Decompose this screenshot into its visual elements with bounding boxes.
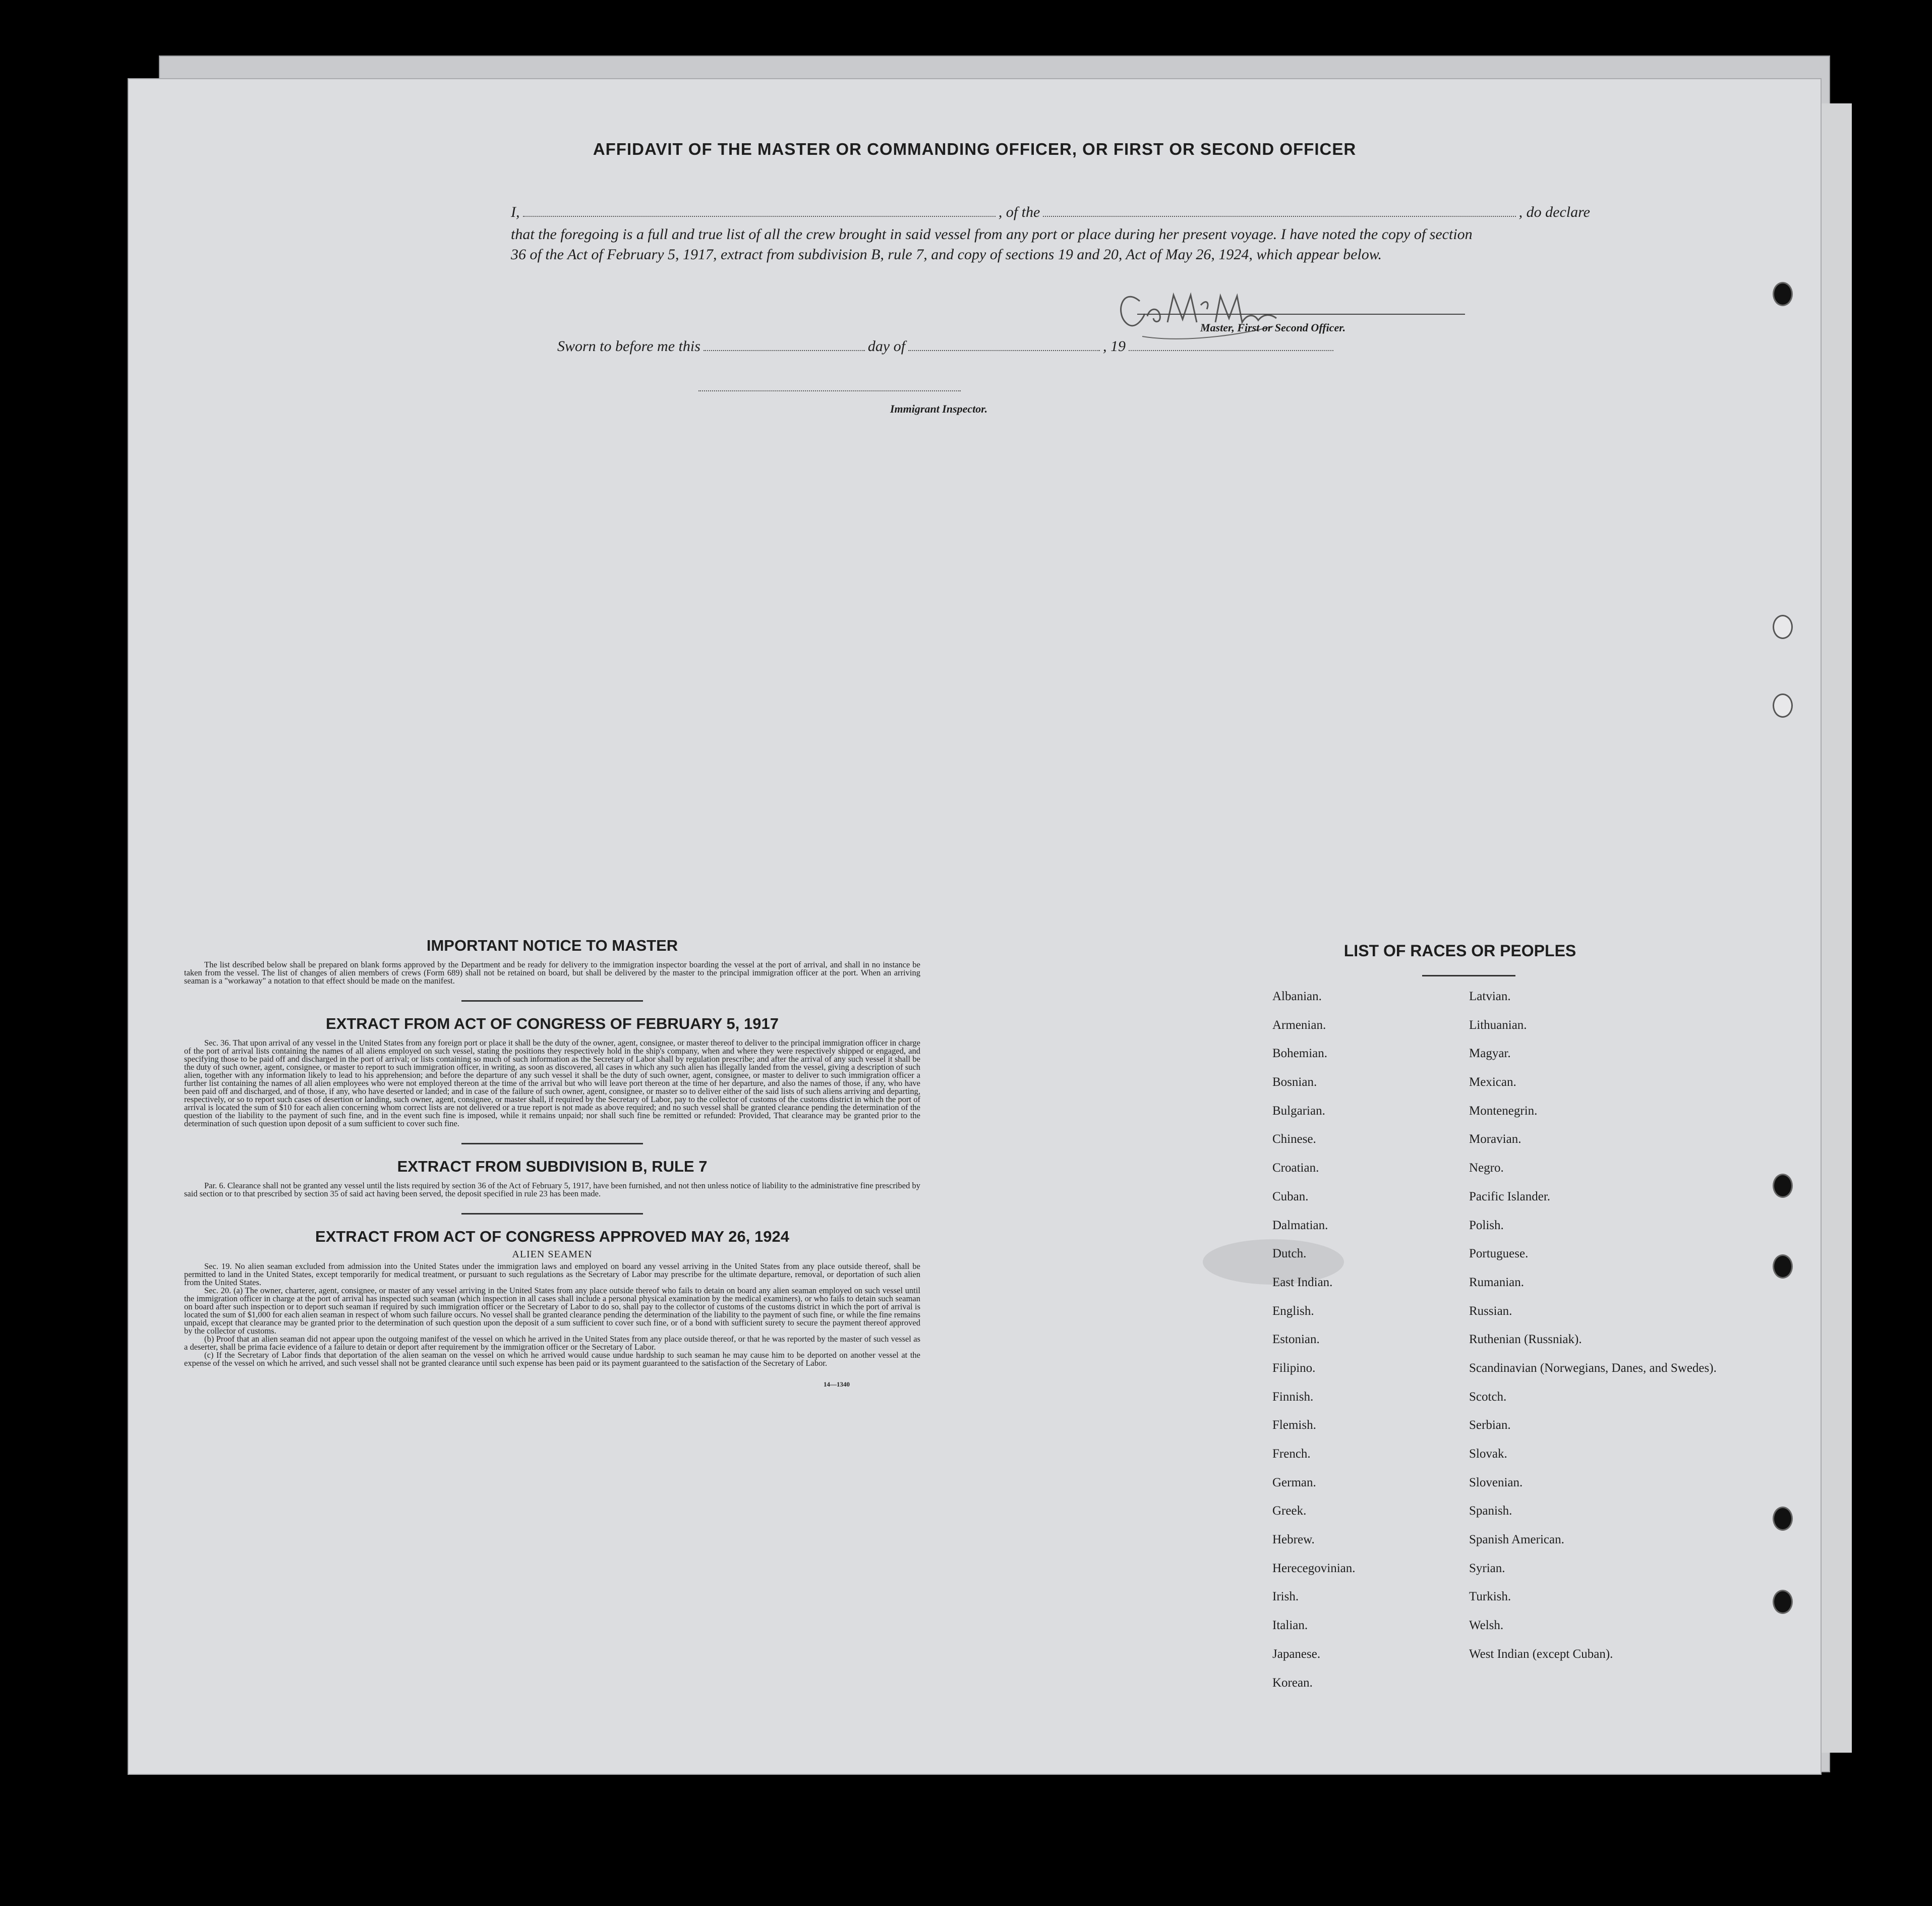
race-item: West Indian (except Cuban). xyxy=(1469,1647,1613,1661)
extract-1924-sec20c: (c) If the Secretary of Labor finds that deportation of the alien seaman on the vessel on which he arrived would cause undue hardship to such seaman he may cause him to be deported on another vessel at the expense of the vessel on which he arrived, and such vessel shall not be granted clearance until such expense has been paid or its payment guaranteed to the satisfaction of the Secretary of Labor. xyxy=(184,1350,920,1368)
extract-1917-title: EXTRACT FROM ACT OF CONGRESS OF FEBRUARY 5, 1917 xyxy=(326,1015,779,1032)
races-divider xyxy=(1422,975,1515,976)
race-item: Dutch. xyxy=(1272,1247,1307,1261)
sworn-line xyxy=(557,338,1336,355)
extract-1917-text: Sec. 36. That upon arrival of any vessel in the United States from any foreign port or place it shall be the duty of the owner, agent, consignee, or master thereof to deliver to the principal immigration officer in charge of the port of arrival lists containing the names of all aliens employed on such vessel, stating the positions they respectively hold in the ship's company, when and where they were respectively shipped or engaged, and specifying those to be paid off and discharged in the port of arrival; or lists containing so much of such information as the Secretary of Labor shall by regulation prescribe; and after the arrival of any such vessel it shall be the duty of such owner, agent, consignee, or master to report to such immigration officer, in writing, as soon as discovered, all cases in which any such alien has illegally landed from the vessel, giving a description of such alien, together with any information likely to lead to his apprehension; and before the departure of any such vessel it shall be the duty of such owner, agent, consignee, or master to deliver to such immigration officer a further list containing the names of all alien employees who were not employed thereon at the time of the arrival but who will leave port thereon at the time of her departure, and also the names of those, if any, who have been paid off and discharged, and of those, if any, who have deserted or landed; and in case of the failure of such owner, agent, consignee, or master so to deliver either of the said lists of such aliens arriving and departing, respectively, or so to report such cases of desertion or landing, such owner, agent, consignee, or master shall, if required by the Secretary of Labor, pay to the collector of customs of the customs district in which the port of arrival is located the sum of $10 for each alien concerning whom correct lists are not delivered or a true report is not made as above required; and no such vessel shall be granted clearance pending the determination of the question of the liability to the payment of such fine, and in the event such fine is imposed, while it remains unpaid; nor shall such fine be remitted or refunded: Provided, That clearance may be granted prior to the determination of such question upon deposit of a sum sufficient to cover such fine. xyxy=(184,1038,920,1128)
extract-rule7-title: EXTRACT FROM SUBDIVISION B, RULE 7 xyxy=(397,1158,708,1175)
race-item: Albanian. xyxy=(1272,990,1322,1003)
handwritten-signature xyxy=(1112,266,1278,346)
race-item: Spanish. xyxy=(1469,1504,1512,1518)
race-item: Hebrew. xyxy=(1272,1533,1315,1547)
race-item: Slovenian. xyxy=(1469,1475,1523,1489)
sworn-month-blank xyxy=(908,338,1100,351)
notice-text: The list described below shall be prepared on blank forms approved by the Department and be ready for delivery to the immigration inspector boarding the vessel at the port of arrival, and shall in no instance be taken from the vessel. The list of changes of alien members of crews (Form 689) shall not be retained on board, but shall be delivered by the master to the principal immigration officer at the port. When an arriving seaman is a "workaway" a notation to that effect should be made on the manifest. xyxy=(184,960,920,986)
race-item: Montenegrin. xyxy=(1469,1104,1538,1118)
punch-hole-icon xyxy=(1773,1254,1793,1279)
race-item: Filipino. xyxy=(1272,1361,1316,1375)
race-item: Serbian. xyxy=(1469,1418,1511,1432)
race-item: Turkish. xyxy=(1469,1590,1511,1604)
affidavit-title: AFFIDAVIT OF THE MASTER OR COMMANDING OFFICER, OR FIRST OR SECOND OFFICER xyxy=(593,140,1357,158)
race-item: English. xyxy=(1272,1304,1314,1318)
race-item: Chinese. xyxy=(1272,1132,1316,1146)
signature-rule xyxy=(1137,314,1465,315)
extract-1924-sec19: Sec. 19. No alien seaman excluded from admission into the United States under the immigration laws and employed on board any vessel arriving in the United States from any place outside thereof, shall be permitted to land in the United States, except temporarily for medical treatment, or pursuant to such regulations as the Secretary of Labor may prescribe for the ultimate departure, removal, or deportation of such alien from the United States. xyxy=(184,1261,920,1287)
punch-hole-icon xyxy=(1773,282,1793,306)
races-list xyxy=(1272,989,1726,1704)
section-divider xyxy=(461,1143,643,1144)
section-divider xyxy=(461,1213,643,1215)
form-number: 14—1340 xyxy=(824,1380,850,1388)
affidavit-page xyxy=(129,79,1821,1774)
race-item: Scotch. xyxy=(1469,1390,1507,1404)
vessel-blank xyxy=(1043,204,1515,217)
signature-role-label: Master, First or Second Officer. xyxy=(1200,321,1346,334)
races-title: LIST OF RACES OR PEOPLES xyxy=(1343,942,1576,960)
race-item: Flemish. xyxy=(1272,1418,1316,1432)
extract-1924-sec20b: (b) Proof that an alien seaman did not appear upon the outgoing manifest of the vessel on which he arrived in the United States from any place outside thereof, or that he was reported by the master of such vessel as a deserter, shall be prima facie evidence of a failure to detain or deport after requirement by the immigration officer or the Secretary of Labor. xyxy=(184,1334,920,1352)
extract-rule7-text: Par. 6. Clearance shall not be granted any vessel until the lists required by section 36 of the Act of February 5, 1917, have been furnished, and not then unless notice of liability to the administrative fine prescribed by said section or to that prescribed by section 35 of said act having been served, the deposit specified in rule 23 has been made. xyxy=(184,1181,921,1198)
race-item: Bulgarian. xyxy=(1272,1104,1325,1118)
race-item: East Indian. xyxy=(1272,1275,1333,1289)
race-item: Greek. xyxy=(1272,1504,1307,1518)
race-item: Herecegovinian. xyxy=(1272,1561,1356,1575)
race-item: Scandinavian (Norwegians, Danes, and Swedes). xyxy=(1469,1361,1717,1375)
race-item: Korean. xyxy=(1272,1676,1313,1690)
race-item: Mexican. xyxy=(1469,1075,1516,1089)
race-item: Italian. xyxy=(1272,1619,1308,1633)
race-item: Finnish. xyxy=(1272,1390,1314,1404)
race-item: Latvian. xyxy=(1469,990,1511,1003)
inspector-label: Immigrant Inspector. xyxy=(890,402,988,415)
race-item: Slovak. xyxy=(1469,1447,1507,1461)
race-item: Welsh. xyxy=(1469,1619,1504,1633)
race-item: Negro. xyxy=(1469,1161,1504,1175)
race-item: Portuguese. xyxy=(1469,1247,1529,1261)
race-item: Polish. xyxy=(1469,1218,1504,1232)
race-item: Ruthenian (Russniak). xyxy=(1469,1333,1582,1347)
name-blank xyxy=(523,204,996,217)
race-item: Moravian. xyxy=(1469,1132,1521,1146)
punch-hole-icon xyxy=(1773,615,1793,639)
extract-1924-title: EXTRACT FROM ACT OF CONGRESS APPROVED MAY 26, 1924 xyxy=(315,1228,789,1245)
section-divider xyxy=(461,1000,643,1002)
race-item: Syrian. xyxy=(1469,1561,1505,1575)
punch-hole-icon xyxy=(1773,694,1793,718)
sworn-year-blank xyxy=(1129,338,1333,351)
race-item: Estonian. xyxy=(1272,1333,1320,1347)
notice-title: IMPORTANT NOTICE TO MASTER xyxy=(426,937,678,954)
declaration-i: I, xyxy=(511,204,520,220)
race-item: Cuban. xyxy=(1272,1189,1309,1203)
race-item xyxy=(1469,1676,1726,1704)
race-item: Magyar. xyxy=(1469,1047,1511,1061)
sworn-year: , 19 xyxy=(1103,338,1126,355)
race-item: Pacific Islander. xyxy=(1469,1189,1551,1203)
declaration-do-declare: , do declare xyxy=(1518,204,1590,220)
race-item: Dalmatian. xyxy=(1272,1218,1328,1232)
punch-hole-icon xyxy=(1773,1590,1793,1614)
inspector-rule xyxy=(698,390,961,391)
race-item: Japanese. xyxy=(1272,1647,1321,1661)
race-item: Spanish American. xyxy=(1469,1533,1564,1547)
declaration-body: that the foregoing is a full and true list of all the crew brought in said vessel from any port or place during her present voyage. I have noted the copy of section 36 of the Act of February 5, 1917, extract from subdivision B, rule 7, and copy of sections 19 and 20, Act of May 26, 1924, which appear below. xyxy=(511,226,1473,263)
extract-1924-sec20a: Sec. 20. (a) The owner, charterer, agent, consignee, or master of any vessel arriving in the United States from any place outside thereof who fails to detain on board any alien seaman employed on such vessel until the immigration officer in charge at the port of arrival has inspected such seaman (which inspection in all cases shall include a personal physical examination by the medical examiners), or who fails to detain such seaman on board after such inspection or to deport such seaman if required by such immigration officer or the Secretary of Labor to do so, shall pay to the collector of customs of the customs district in which the port of arrival is located the sum of $1,000 for each alien seaman in respect of whom such failure occurs. No vessel shall be granted clearance pending the determination of the liability to the payment of such fine, or while the fine remains unpaid, except that clearance may be granted prior to the determination of such question upon the deposit of a sum sufficient to cover such fine, or of a bond with sufficient surety to secure the payment thereof approved by the collector of customs. xyxy=(184,1286,920,1336)
race-item: Armenian. xyxy=(1272,1018,1326,1032)
punch-hole-icon xyxy=(1773,1507,1793,1531)
race-item: Rumanian. xyxy=(1469,1275,1525,1289)
race-item: German. xyxy=(1272,1475,1316,1489)
sworn-prefix: Sworn to before me this xyxy=(557,338,700,355)
race-item: Lithuanian. xyxy=(1469,1018,1527,1032)
declaration-of-the: , of the xyxy=(998,204,1040,220)
sworn-day-of: day of xyxy=(867,338,906,355)
race-item: French. xyxy=(1272,1447,1311,1461)
race-item: Bohemian. xyxy=(1272,1047,1328,1061)
legal-notices-column xyxy=(184,937,920,1389)
extract-1924-subtitle: ALIEN SEAMEN xyxy=(512,1249,593,1260)
race-item: Bosnian. xyxy=(1272,1075,1317,1089)
sworn-day-blank xyxy=(704,338,865,351)
race-item: Croatian. xyxy=(1272,1161,1319,1175)
declaration-line xyxy=(511,204,1590,221)
race-item: Irish. xyxy=(1272,1590,1299,1604)
race-item: Russian. xyxy=(1469,1304,1512,1318)
punch-hole-icon xyxy=(1773,1174,1793,1198)
